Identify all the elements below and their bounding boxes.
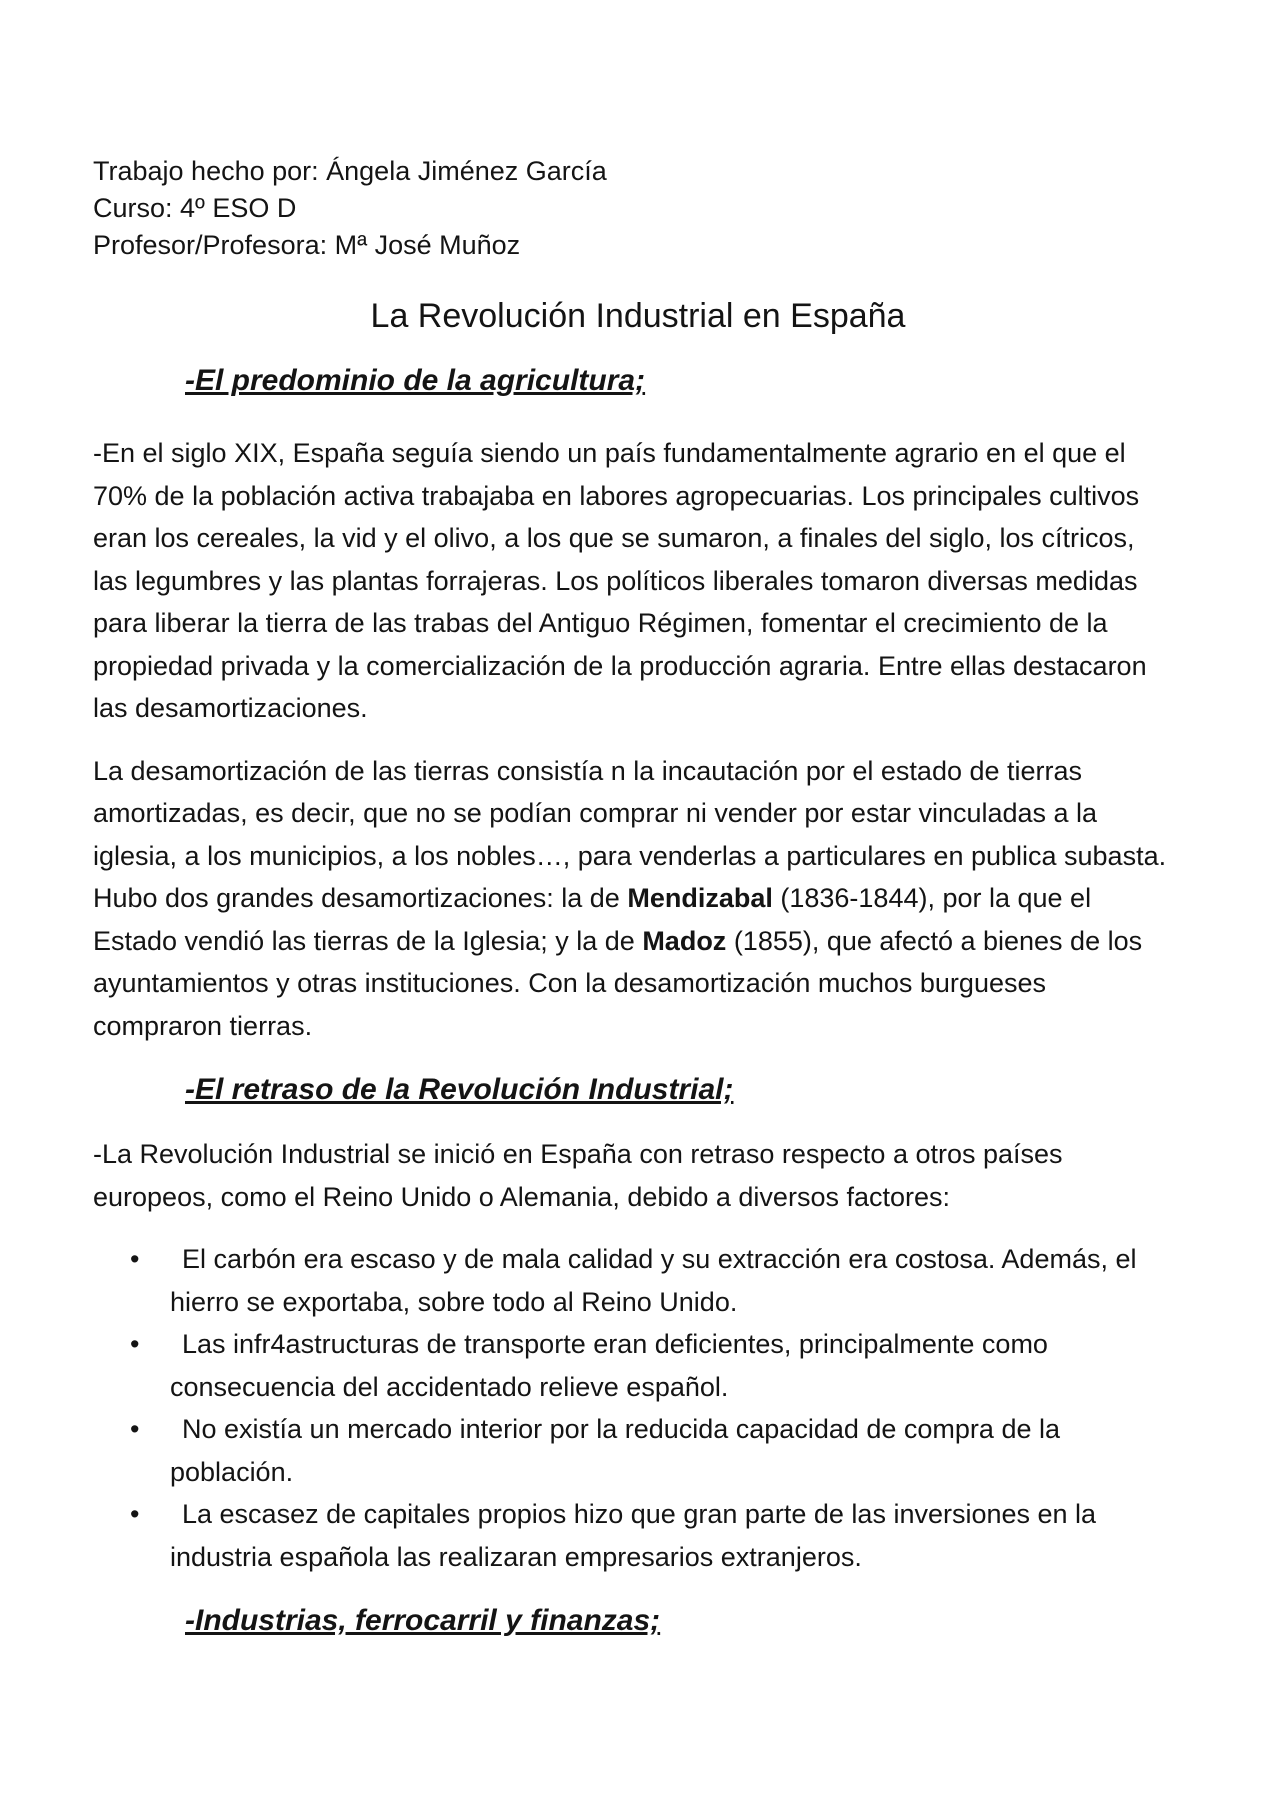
paragraph-desamortizacion xyxy=(93,750,1173,1048)
list-item-text: La escasez de capitales propios hizo que gran parte de las inversiones en la industria española las realizaran empresarios extranjeros. xyxy=(170,1499,1097,1572)
section-heading-delay: -El retraso de la Revolución Industrial; xyxy=(185,1073,734,1106)
document-title: La Revolución Industrial en España xyxy=(370,297,906,335)
list-item xyxy=(93,1323,1173,1408)
paragraph-text: (1855), que afectó a bienes de los ayuntamientos y otras instituciones. Con la desamortización muchos burgueses compraron tierras. xyxy=(93,925,1143,1041)
bold-term-mendizabal: Mendizabal xyxy=(627,883,773,913)
factors-list xyxy=(93,1238,1173,1578)
course-line: Curso: 4º ESO D xyxy=(93,193,297,223)
bullet-icon: • xyxy=(130,1244,140,1274)
list-item-text: No existía un mercado interior por la reducida capacidad de compra de la población. xyxy=(170,1414,1060,1487)
paragraph-text: La desamortización de las tierras consistía n la incautación por el estado de tierras amortizadas, es decir, que no se podían comprar ni vender por estar vinculadas a la iglesia, a los municipios, a los nobles…, para venderlas a particulares en publica subasta. Hubo dos grandes desamortizaciones: la de xyxy=(93,755,1167,913)
section-heading-agriculture: -El predominio de la agricultura; xyxy=(185,364,646,397)
section-heading-industries: -Industrias, ferrocarril y finanzas; xyxy=(185,1604,661,1637)
paragraph-agriculture: -En el siglo XIX, España seguía siendo un país fundamentalmente agrario en el que el 70% de la población activa trabajaba en labores agropecuarias. Los principales cultivos eran los cereales, la vid y el olivo, a los que se sumaron, a finales del siglo, los cítricos, las legumbres y las plantas forrajeras. Los políticos liberales tomaron diversas medidas para liberar la tierra de las trabas del Antiguo Régimen, fomentar el crecimiento de la propiedad privada y la comercialización de la producción agraria. Entre ellas destacaron las desamortizaciones. xyxy=(93,438,1147,723)
list-item-text: El carbón era escaso y de mala calidad y su extracción era costosa. Además, el hierro se exportaba, sobre todo al Reino Unido. xyxy=(170,1244,1137,1317)
paragraph-delay-intro: -La Revolución Industrial se inició en España con retraso respecto a otros países europeos, como el Reino Unido o Alemania, debido a diversos factores: xyxy=(93,1139,1063,1212)
teacher-line: Profesor/Profesora: Mª José Muñoz xyxy=(93,230,521,260)
list-item xyxy=(93,1238,1173,1323)
list-item-text: Las infr4astructuras de transporte eran deficientes, principalmente como consecuencia del accidentado relieve español. xyxy=(170,1329,1048,1402)
bullet-icon: • xyxy=(130,1499,140,1529)
paragraph-text: (1836-1844), por la que el Estado vendió las tierras de la Iglesia; y la de xyxy=(93,883,1092,956)
list-item xyxy=(93,1493,1173,1578)
author-line: Trabajo hecho por: Ángela Jiménez García xyxy=(93,156,607,186)
bullet-icon: • xyxy=(130,1329,140,1359)
bold-term-madoz: Madoz xyxy=(642,925,727,956)
document-body xyxy=(93,153,1173,1642)
bullet-icon: • xyxy=(130,1414,140,1444)
list-item xyxy=(93,1408,1173,1493)
